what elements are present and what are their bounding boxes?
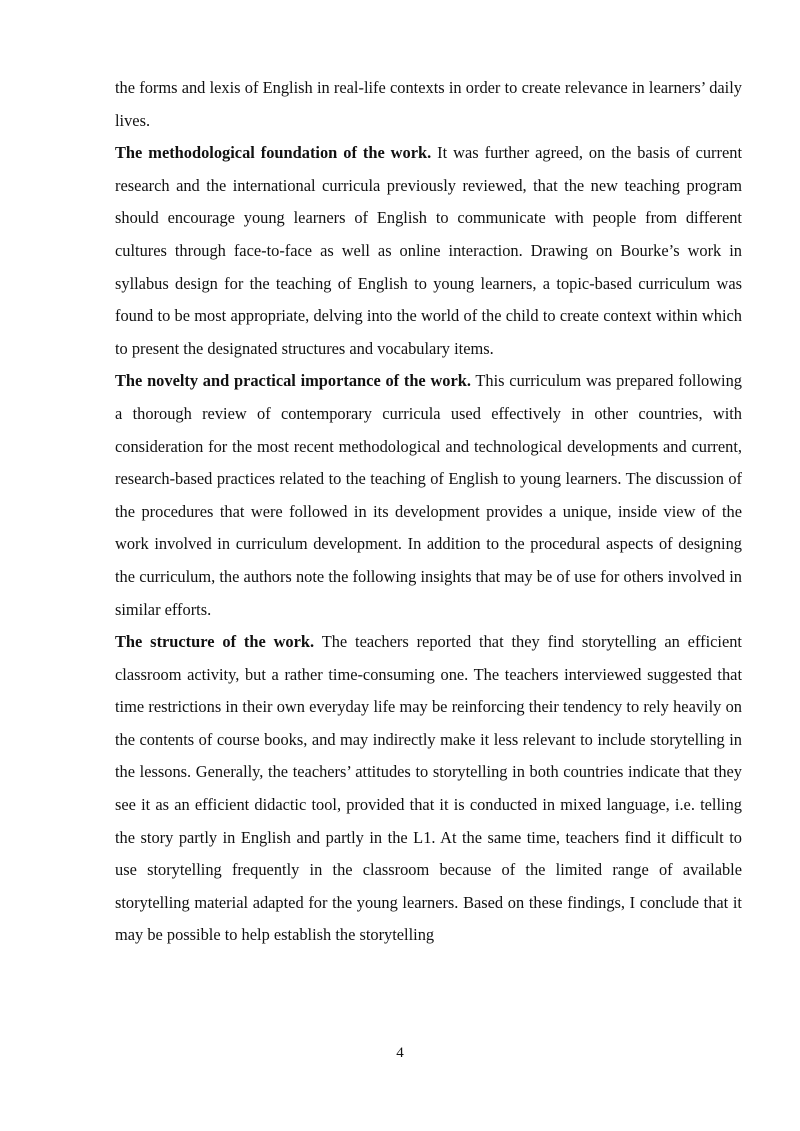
paragraph-text: This curriculum was prepared following a thorough review of contemporary curricula used effectively in other countries, with consideration for the most recent methodological and technological developments and current, research-based practices related to the teaching of English to young learners. The discussion of the procedures that were followed in its development provides a unique, inside view of the work involved in curriculum development. In addition to the procedural aspects of designing the curriculum, the authors note the following insights that may be of use for others involved in similar efforts. — [115, 371, 742, 619]
paragraph-heading: The methodological foundation of the work. — [115, 143, 432, 163]
paragraph-novelty — [115, 365, 742, 626]
page-number: 4 — [396, 1045, 404, 1061]
paragraph-structure — [115, 626, 742, 952]
paragraph-methodological-foundation — [115, 137, 742, 365]
paragraph-continuation — [115, 72, 742, 137]
paragraph-heading: The novelty and practical importance of the work. — [115, 371, 471, 391]
paragraph-heading: The structure of the work. — [115, 632, 315, 652]
paragraph-text: It was further agreed, on the basis of current research and the international curricula previously reviewed, that the new teaching program should encourage young learners of English to communicate with people from different cultures through face-to-face as well as online interaction. Drawing on Bourke’s work in syllabus design for the teaching of English to young learners, a topic-based curriculum was found to be most appropriate, delving into the world of the child to create context within which to present the designated structures and vocabulary items. — [115, 143, 743, 358]
paragraph-text: The teachers reported that they find storytelling an efficient classroom activity, but a rather time-consuming one. The teachers interviewed suggested that time restrictions in their own everyday life may be reinforcing their tendency to rely heavily on the contents of course books, and may indirectly make it less relevant to include storytelling in the lessons. Generally, the teachers’ attitudes to storytelling in both countries indicate that they see it as an efficient didactic tool, provided that it is conducted in mixed language, i.e. telling the story partly in English and partly in the L1. At the same time, teachers find it difficult to use storytelling frequently in the classroom because of the limited range of available storytelling material adapted for the young learners. Based on these findings, I conclude that it may be possible to help establish the storytelling — [115, 632, 742, 945]
body-text — [115, 72, 742, 952]
paragraph-text: the forms and lexis of English in real-life contexts in order to create relevance in learners’ daily lives. — [115, 78, 742, 130]
